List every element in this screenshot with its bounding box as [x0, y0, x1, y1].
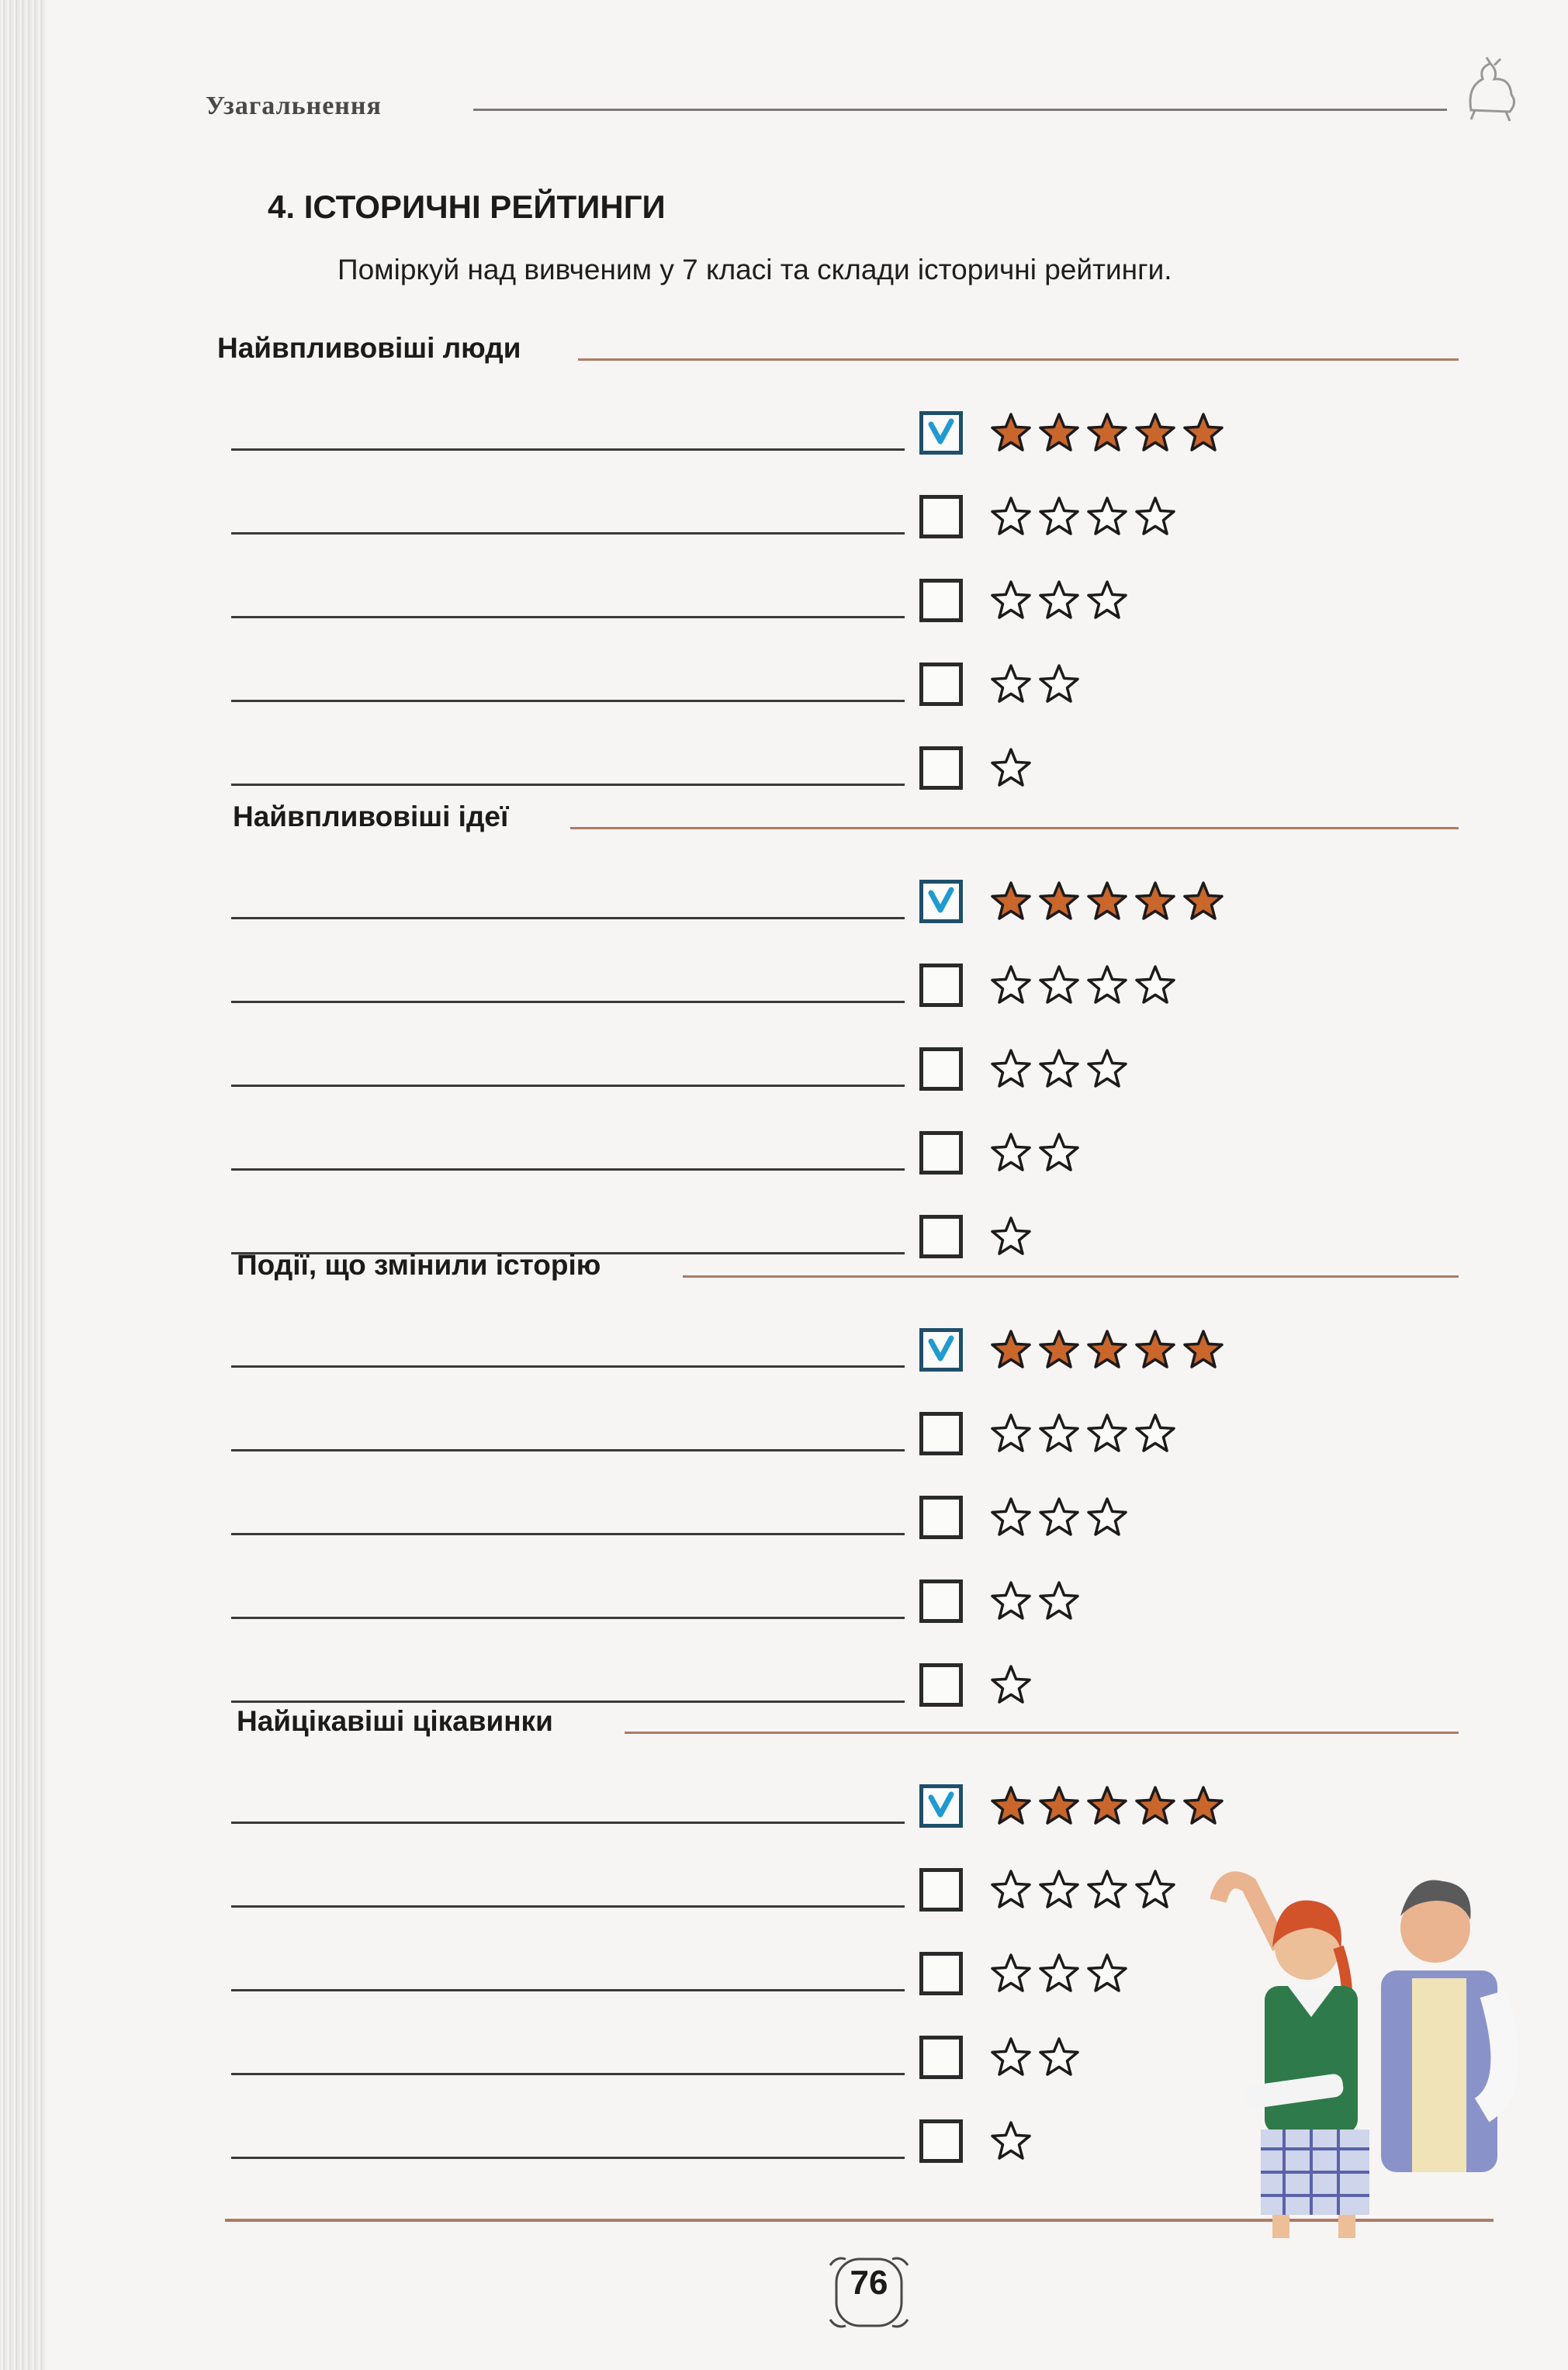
checkbox[interactable] — [919, 1047, 963, 1091]
outline-star-icon — [1085, 1496, 1129, 1539]
filled-star-icon — [1085, 1784, 1129, 1828]
answer-line[interactable] — [231, 616, 905, 618]
outline-star-icon — [989, 1047, 1033, 1091]
filled-star-icon — [989, 1784, 1033, 1828]
group-rule — [578, 358, 1459, 361]
filled-star-icon — [1182, 411, 1225, 455]
star-rating-3 — [989, 579, 1129, 622]
outline-star-icon — [1037, 495, 1081, 538]
outline-star-icon — [989, 495, 1033, 538]
filled-star-icon — [1134, 880, 1177, 923]
outline-star-icon — [1037, 1131, 1081, 1175]
instruction-text: Поміркуй над вивченим у 7 класі та склади історичні рейтинги. — [337, 254, 1172, 285]
header-title: Узагальнення — [206, 92, 382, 120]
outline-star-icon — [989, 1412, 1033, 1455]
filled-star-icon — [1182, 880, 1225, 923]
answer-line[interactable] — [231, 448, 905, 451]
checkbox[interactable] — [919, 1663, 963, 1707]
checkbox-checked[interactable] — [919, 1328, 963, 1372]
answer-line[interactable] — [231, 700, 905, 702]
griffin-emblem-icon — [1456, 56, 1525, 126]
star-rating-3 — [989, 1496, 1129, 1539]
checkbox[interactable] — [919, 579, 963, 622]
outline-star-icon — [1134, 1868, 1177, 1912]
answer-line[interactable] — [231, 1989, 905, 1991]
outline-star-icon — [989, 1131, 1033, 1175]
star-rating-1 — [989, 746, 1033, 790]
checkbox[interactable] — [919, 746, 963, 790]
header-rule — [473, 109, 1447, 111]
filled-star-icon — [1037, 1784, 1081, 1828]
section-title: 4. ІСТОРИЧНІ РЕЙТИНГИ — [268, 189, 666, 225]
outline-star-icon — [1085, 579, 1129, 622]
group-label: Найвпливовіші ідеї — [233, 801, 509, 832]
checkbox[interactable] — [919, 1131, 963, 1175]
star-rating-2 — [989, 663, 1081, 706]
outline-star-icon — [989, 663, 1033, 706]
outline-star-icon — [1037, 579, 1081, 622]
answer-line[interactable] — [231, 2073, 905, 2075]
checkmark-icon — [926, 885, 957, 916]
outline-star-icon — [1085, 964, 1129, 1007]
answer-line[interactable] — [231, 1701, 905, 1703]
checkbox[interactable] — [919, 964, 963, 1007]
answer-line[interactable] — [231, 1001, 905, 1003]
outline-star-icon — [1085, 1047, 1129, 1091]
answer-line[interactable] — [231, 1617, 905, 1619]
outline-star-icon — [989, 1868, 1033, 1912]
checkbox[interactable] — [919, 2119, 963, 2163]
outline-star-icon — [1037, 1952, 1081, 1995]
checkmark-icon — [926, 1790, 957, 1821]
filled-star-icon — [1085, 880, 1129, 923]
answer-line[interactable] — [231, 2157, 905, 2159]
checkbox-checked[interactable] — [919, 1784, 963, 1828]
outline-star-icon — [1085, 495, 1129, 538]
outline-star-icon — [1037, 1579, 1081, 1623]
star-rating-2 — [989, 2036, 1081, 2079]
star-rating-4 — [989, 964, 1177, 1007]
checkbox[interactable] — [919, 1215, 963, 1258]
filled-star-icon — [1037, 411, 1081, 455]
group-rule — [683, 1275, 1459, 1278]
filled-star-icon — [1134, 1784, 1177, 1828]
students-illustration — [1187, 1854, 1528, 2242]
checkbox[interactable] — [919, 1412, 963, 1455]
group-rule — [570, 827, 1459, 829]
checkbox[interactable] — [919, 1579, 963, 1623]
outline-star-icon — [1037, 964, 1081, 1007]
group-label: Найвпливовіші люди — [217, 332, 521, 364]
checkbox[interactable] — [919, 663, 963, 706]
outline-star-icon — [989, 1215, 1033, 1258]
outline-star-icon — [989, 579, 1033, 622]
group-label: Події, що змінили історію — [237, 1249, 601, 1281]
checkbox[interactable] — [919, 1952, 963, 1995]
star-rating-3 — [989, 1047, 1129, 1091]
outline-star-icon — [1037, 1868, 1081, 1912]
filled-star-icon — [989, 411, 1033, 455]
star-rating-4 — [989, 1868, 1177, 1912]
star-rating-1 — [989, 1215, 1033, 1258]
group-rule — [625, 1732, 1459, 1734]
star-rating-5 — [989, 880, 1225, 923]
answer-line[interactable] — [231, 1168, 905, 1171]
star-rating-3 — [989, 1952, 1129, 1995]
checkbox-checked[interactable] — [919, 880, 963, 923]
outline-star-icon — [1037, 663, 1081, 706]
page-number: 76 — [850, 2264, 888, 2302]
outline-star-icon — [989, 2119, 1033, 2163]
outline-star-icon — [989, 1496, 1033, 1539]
filled-star-icon — [1085, 1328, 1129, 1372]
answer-line[interactable] — [231, 1365, 905, 1368]
outline-star-icon — [989, 964, 1033, 1007]
outline-star-icon — [1037, 1047, 1081, 1091]
star-rating-4 — [989, 495, 1177, 538]
checkbox-checked[interactable] — [919, 411, 963, 455]
filled-star-icon — [1182, 1784, 1225, 1828]
outline-star-icon — [989, 1952, 1033, 1995]
star-rating-4 — [989, 1412, 1177, 1455]
outline-star-icon — [1037, 2036, 1081, 2079]
checkbox[interactable] — [919, 1496, 963, 1539]
answer-line[interactable] — [231, 1085, 905, 1087]
star-rating-2 — [989, 1131, 1081, 1175]
filled-star-icon — [1182, 1328, 1225, 1372]
answer-line[interactable] — [231, 917, 905, 919]
outline-star-icon — [1134, 964, 1177, 1007]
checkmark-icon — [926, 1334, 957, 1365]
star-rating-1 — [989, 2119, 1033, 2163]
outline-star-icon — [1085, 1868, 1129, 1912]
outline-star-icon — [989, 746, 1033, 790]
star-rating-1 — [989, 1663, 1033, 1707]
group-label: Найцікавіші цікавинки — [237, 1705, 553, 1737]
answer-line[interactable] — [231, 784, 905, 786]
checkbox[interactable] — [919, 2036, 963, 2079]
outline-star-icon — [1037, 1412, 1081, 1455]
star-rating-5 — [989, 1328, 1225, 1372]
star-rating-5 — [989, 1784, 1225, 1828]
outline-star-icon — [989, 2036, 1033, 2079]
outline-star-icon — [1085, 1952, 1129, 1995]
outline-star-icon — [1134, 1412, 1177, 1455]
checkbox[interactable] — [919, 495, 963, 538]
outline-star-icon — [1037, 1496, 1081, 1539]
outline-star-icon — [989, 1579, 1033, 1623]
filled-star-icon — [1037, 1328, 1081, 1372]
checkmark-icon — [926, 417, 957, 448]
answer-line[interactable] — [231, 1822, 905, 1824]
filled-star-icon — [989, 1328, 1033, 1372]
filled-star-icon — [989, 880, 1033, 923]
answer-line[interactable] — [231, 1533, 905, 1535]
answer-line[interactable] — [231, 532, 905, 535]
filled-star-icon — [1134, 411, 1177, 455]
outline-star-icon — [989, 1663, 1033, 1707]
answer-line[interactable] — [231, 1449, 905, 1451]
filled-star-icon — [1037, 880, 1081, 923]
checkbox[interactable] — [919, 1868, 963, 1912]
outline-star-icon — [1134, 495, 1177, 538]
outline-star-icon — [1085, 1412, 1129, 1455]
star-rating-5 — [989, 411, 1225, 455]
filled-star-icon — [1134, 1328, 1177, 1372]
filled-star-icon — [1085, 411, 1129, 455]
answer-line[interactable] — [231, 1905, 905, 1908]
star-rating-2 — [989, 1579, 1081, 1623]
